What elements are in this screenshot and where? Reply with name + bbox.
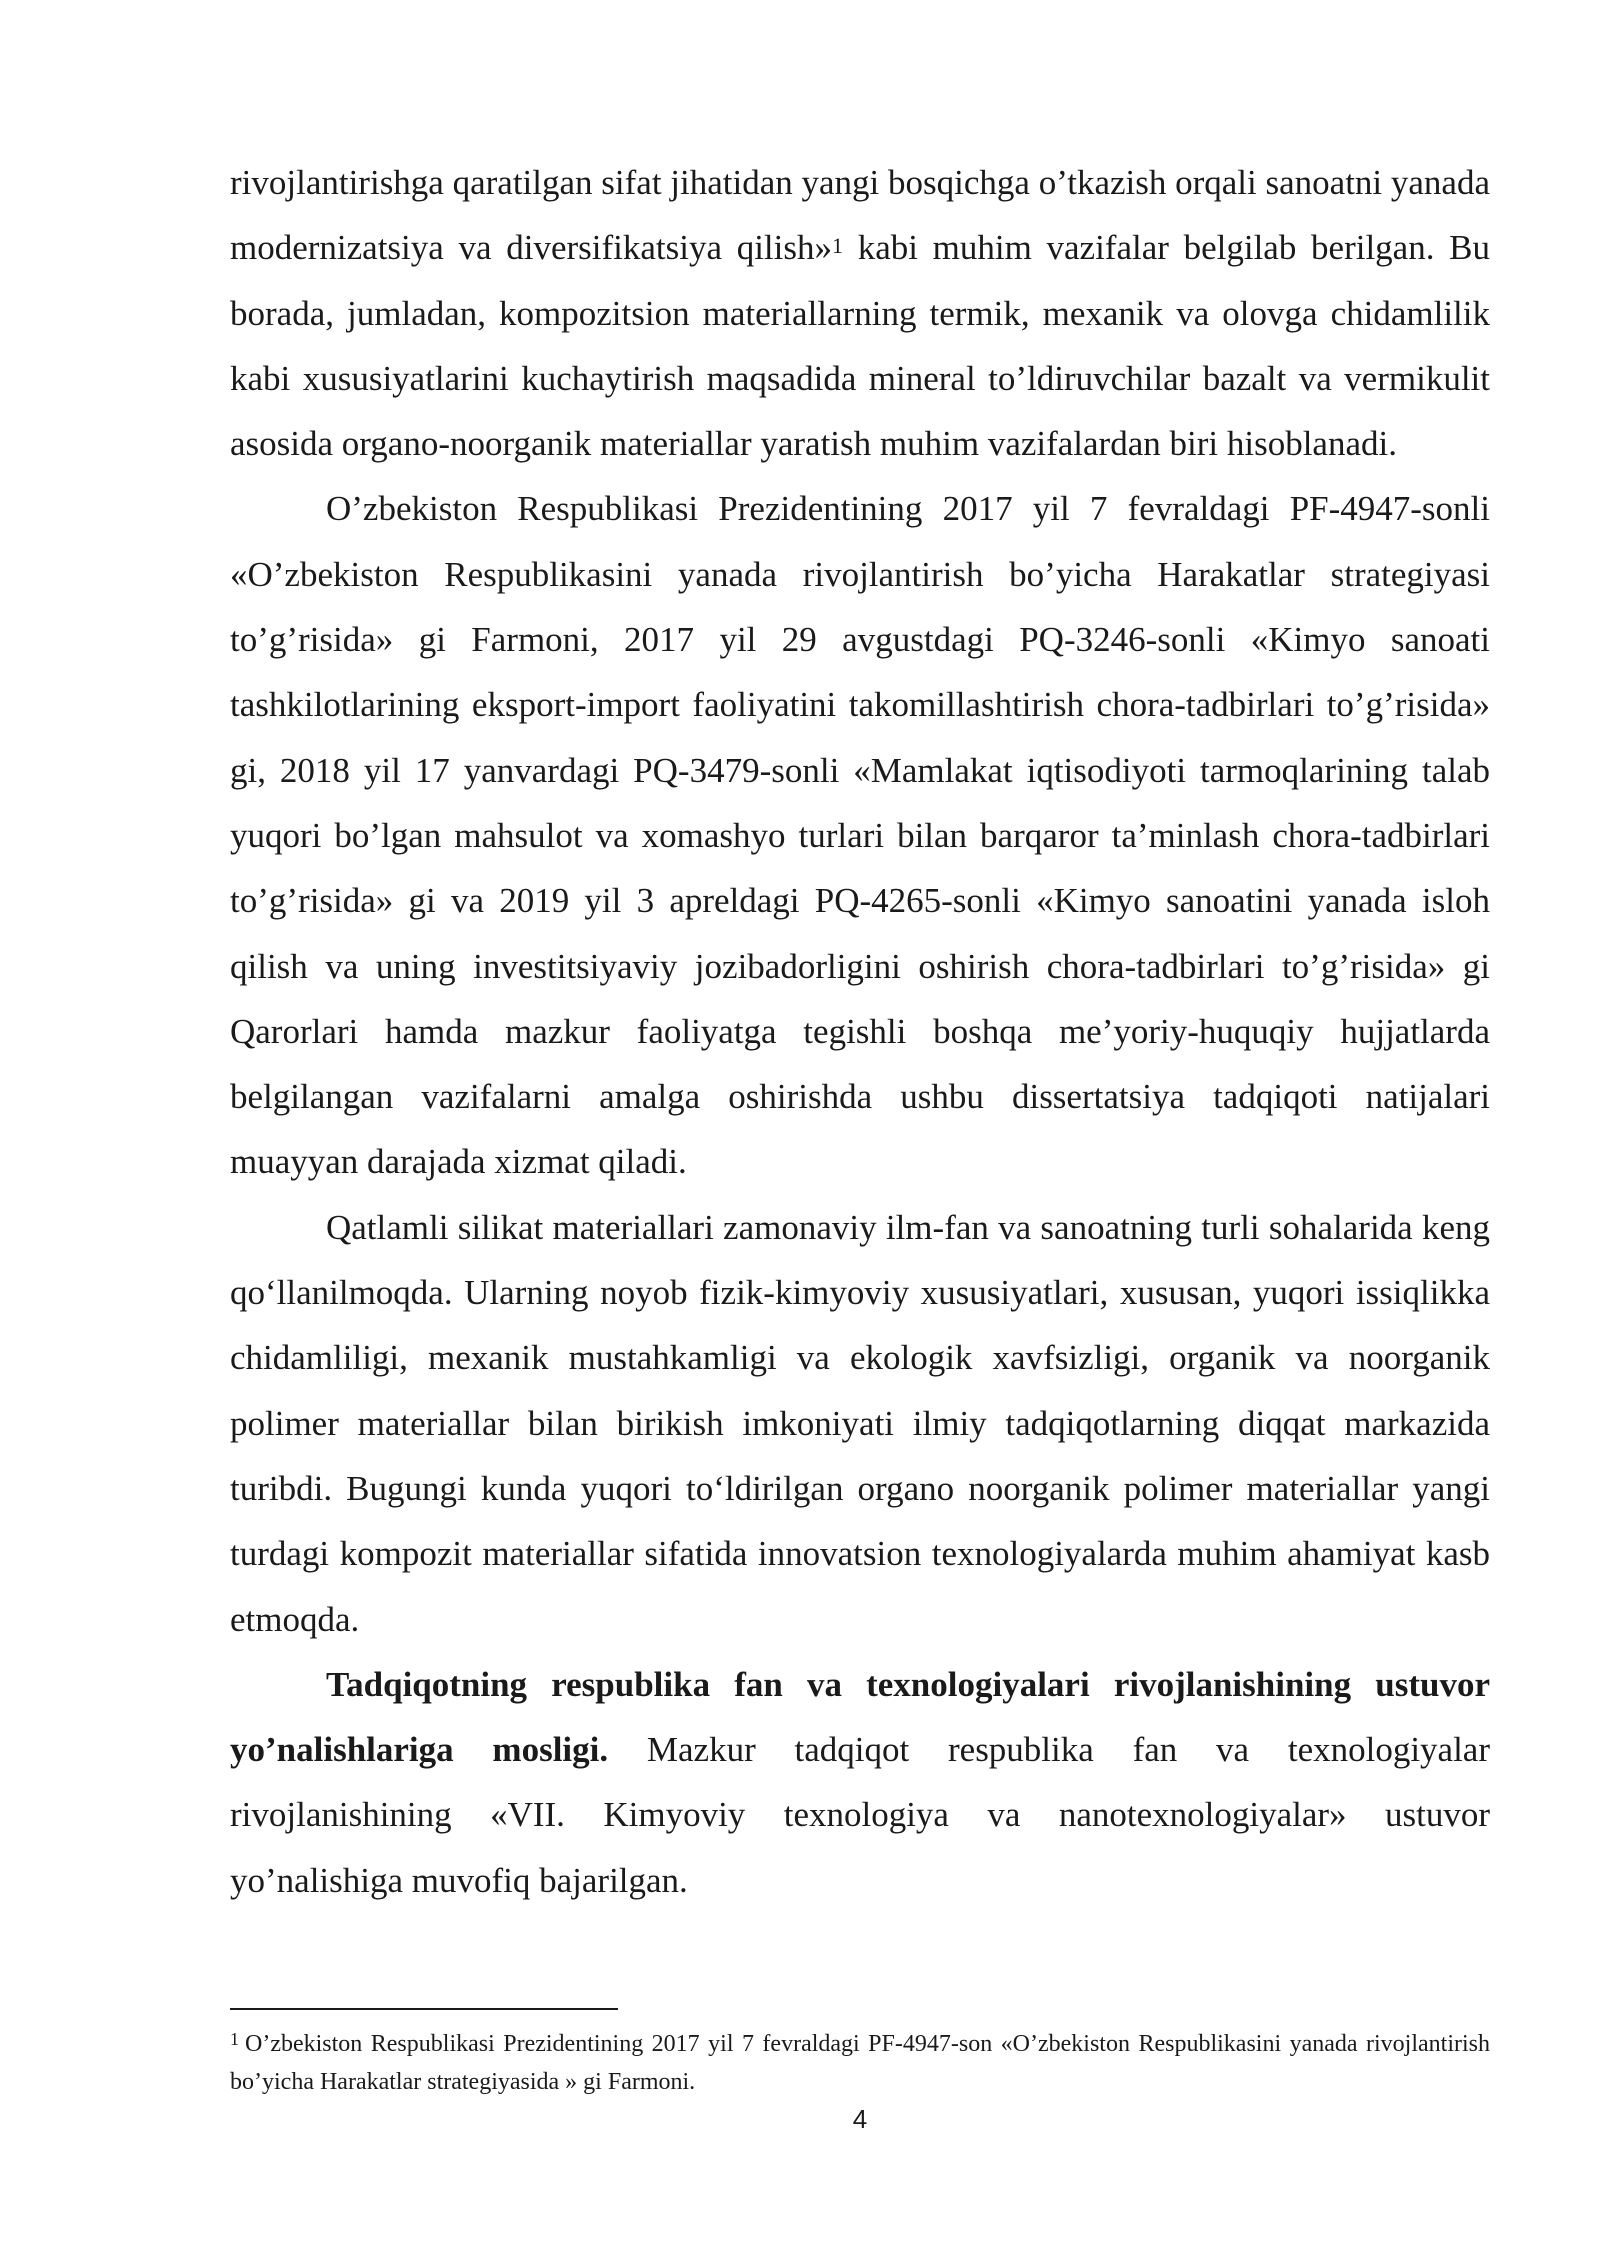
paragraph-2: O’zbekiston Respublikasi Prezidentining 2017 yil 7 fevraldagi PF-4947-sonli «O’zbekiston Respublikasini yanada rivojlantirish bo’yicha Harakatlar strategiyasi to’g’risida» gi Farmoni, 2017 yil 29 avgustdagi PQ-3246-sonli «Kimyo sanoati tashkilotlarining eksport-import faoliyatini takomillashtirish chora-tadbirlari to’g’risida» gi, 2018 yil 17 yanvardagi PQ-3479-sonli «Mamlakat iqtisodiyoti tarmoqlarining talab yuqori bo’lgan mahsulot va xomashyo turlari bilan barqaror ta’minlash chora-tadbirlari to’g’risida» gi va 2019 yil 3 apreldagi PQ-4265-sonli «Kimyo sanoatini yanada isloh qilish va uning investitsiyaviy jozibadorligini oshirish chora-tadbirlari to’g’risida» gi Qarorlari hamda mazkur faoliyatga tegishli boshqa me’yoriy-huquqiy hujjatlarda belgilangan vazifalarni amalga oshirishda ushbu dissertatsiya tadqiqoti natijalari muayyan darajada xizmat qiladi. — [230, 489, 1490, 1182]
paragraph-1-text: rivojlantirishga qaratilgan sifat jihatidan yangi bosqichga o’tkazish orqali sanoatni yanada modernizatsiya va diversifikatsiya qilish» — [230, 163, 1490, 268]
paragraph-4-text: Mazkur tadqiqot respublika fan va texnologiyalar rivojlanishining «VII. Kimyoviy texnologiya va nanotexnologiyalar» ustuvor yo’nalishiga muvofiq bajarilgan. — [230, 1730, 1490, 1900]
footnote-marker: 1 — [230, 2029, 239, 2049]
footnote — [230, 2025, 1490, 2101]
footnote-text: O’zbekiston Respublikasi Prezidentining 2017 yil 7 fevraldagi PF-4947-son «O’zbekiston Respublikasini yanada rivojlantirish bo’yicha Harakatlar strategiyasida » gi Farmoni. — [230, 2031, 1490, 2095]
paragraph-1 — [230, 150, 1490, 476]
page-number: 4 — [852, 2104, 868, 2134]
paragraph-3: Qatlamli silikat materiallari zamonaviy ilm-fan va sanoatning turli sohalarida keng qo‘llanilmoqda. Ularning noyob fizik-kimyoviy xususiyatlari, xususan, yuqori issiqlikka chidamliligi, mexanik mustahkamligi va ekologik xavfsizligi, organik va noorganik polimer materiallar bilan birikish imkoniyati ilmiy tadqiqotlarning diqqat markazida turibdi. Bugungi kunda yuqori to‘ldirilgan organo noorganik polimer materiallar yangi turdagi kompozit materiallar sifatida innovatsion texnologiyalarda muhim ahamiyat kasb etmoqda. — [230, 1207, 1490, 1639]
document-body — [230, 150, 1490, 1913]
section-heading: Tadqiqotning respublika fan va texnologiyalari rivojlanishining ustuvor yo’nalishlariga mosligi. — [230, 1664, 1490, 1770]
footnote-separator — [230, 2008, 618, 2010]
paragraph-1-tail: kabi muhim vazifalar belgilab berilgan. Bu borada, jumladan, kompozitsion materiallarning termik, mexanik va olovga chidamlilik kabi xususiyatlarini kuchaytirish maqsadida mineral to’ldiruvchilar bazalt va vermikulit asosida organo-noorganik materiallar yaratish muhim vazifalardan biri hisoblanadi. — [230, 228, 1490, 464]
footnote-reference[interactable]: 1 — [832, 233, 843, 259]
paragraph-4 — [230, 1652, 1490, 1913]
